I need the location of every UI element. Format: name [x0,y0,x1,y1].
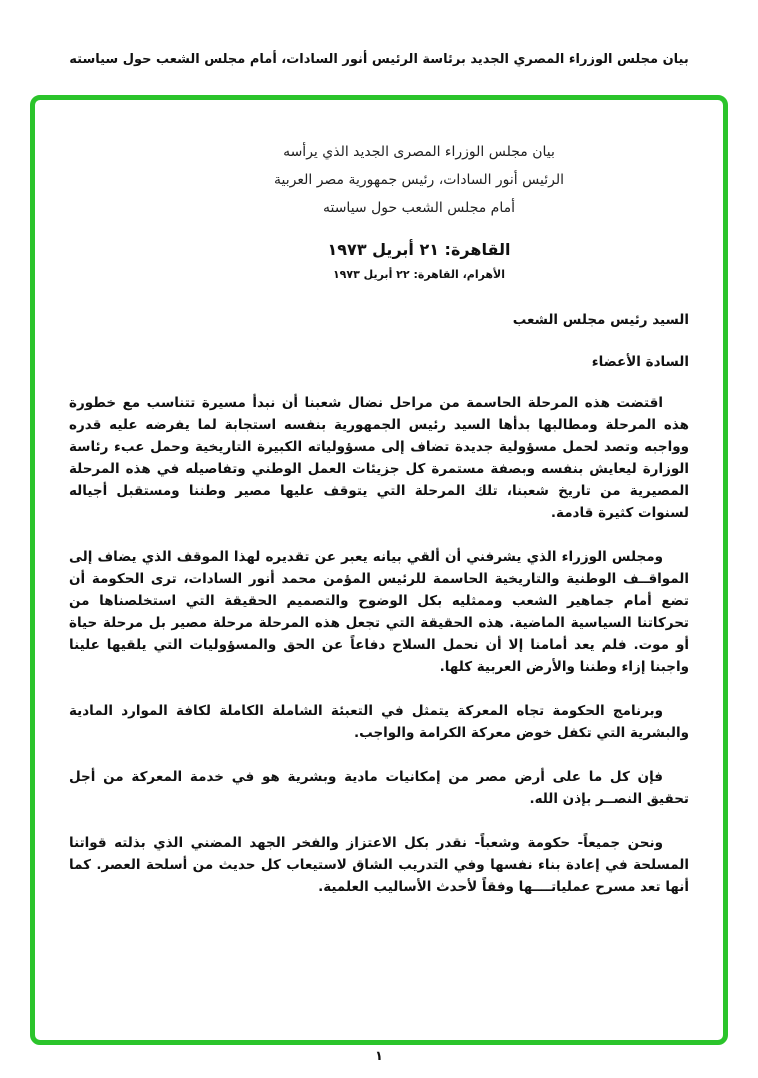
body-paragraph-3: وبرنامج الحكومة تجاه المعركة يتمثل في التعبئة الشاملة الكاملة لكافة الموارد المادية والبشرية التي تكفل خوض معركة الكرامة والواجب. [69,703,689,741]
dateline: القاهرة: ٢١ أبريل ١٩٧٣ [327,240,511,259]
body-paragraph-2: ومجلس الوزراء الذي يشرفني أن ألقي بيانه يعبر عن تقديره لهذا الموقف الذي يضاف إلى المواقــف الوطنية والتاريخية الحاسمة للرئيس المؤمن محمد أنور السادات، ترى الحكومة أن تضع أمام جماهير الشعب وممثليه بكل الوضوح والتصميم الحقيقة التي استخلصناها من تحركاتنا السياسية الماضية. هذه الحقيقة التي تجعل هذه المرحلة مرحلة مصير بل مرحلة حياة أو موت. فلم يعد أمامنا إلا أن نحمل السلاح دفاعاً عن الحق والمسؤوليات التي يلقيها علينا واجبنا إزاء وطننا والأرض العربية كلها. [69,549,689,675]
source-citation: الأهرام، القاهرة: ٢٢ أبريل ١٩٧٣ [332,268,506,281]
document-green-frame [30,95,728,1045]
document-title-line-1: بيان مجلس الوزراء المصرى الجديد الذي يرأسه [283,144,555,160]
body-paragraph-4: فإن كل ما على أرض مصر من إمكانيات مادية وبشرية هو في خدمة المعركة من أجل تحقيق النصــر بإذن الله. [69,769,689,807]
page-header-title: بيان مجلس الوزراء المصري الجديد برئاسة الرئيس أنور السادات، أمام مجلس الشعب حول سياسته [69,52,689,67]
document-title-block [69,138,689,282]
salutation-assembly-president: السيد رئيس مجلس الشعب [512,312,689,328]
document-title-line-2: الرئيس أنور السادات، رئيس جمهورية مصر العربية [273,172,564,188]
page-number: ١ [375,1049,383,1064]
salutation-members: السادة الأعضاء [591,354,689,370]
body-paragraph-5: ونحن جميعاً- حكومة وشعباً- نقدر بكل الاعتزاز والفخر الجهد المضني الذي بذلته قواتنا المسلحة في إعادة بناء نفسها وفي التدريب الشاق لاستيعاب كل حديث من أسلحة العصر. كما أنها تعد مسرح عملياتــــها وفقاً لأحدث الأساليب العلمية. [69,835,689,895]
body-paragraph-1: اقتضت هذه المرحلة الحاسمة من مراحل نضال شعبنا أن نبدأ مسيرة تتناسب مع خطورة هذه المرحلة ومطالبها بدأها السيد رئيس الجمهورية بنفسه استجابة لما يفرضه عليه قدره وواجبه وتصد لحمل مسؤولية جديدة تضاف إلى مسؤولياته الكبيرة التاريخية وحمل عبء رئاسة الوزارة ليعايش بنفسه وبصفة مستمرة كل جزيئات العمل الوطني وتفاصيله في هذه المرحلة المصيرية من تاريخ شعبنا، تلك المرحلة التي يتوقف عليها مصير وطننا ومستقبل أجياله لسنوات كثيرة قادمة. [69,395,689,521]
document-title-inner [274,138,564,281]
document-title-line-3: أمام مجلس الشعب حول سياسته [322,200,515,216]
